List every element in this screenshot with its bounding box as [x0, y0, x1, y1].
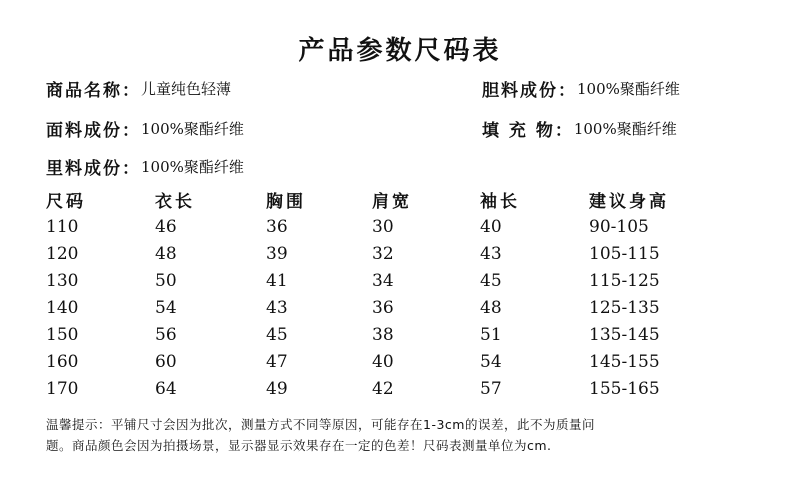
cell-shoulder: 32	[372, 243, 394, 264]
header-height: 建议身高	[589, 192, 669, 212]
lining-composition-label: 胆料成份：	[482, 81, 577, 101]
cell-length: 46	[155, 216, 177, 237]
product-name-row	[46, 76, 231, 101]
table-row	[46, 267, 729, 294]
header-size: 尺码	[46, 192, 86, 212]
cell-sleeve: 57	[480, 378, 502, 399]
outer-fabric-row	[46, 116, 244, 141]
product-name-value: 儿童纯色轻薄	[141, 80, 232, 98]
cell-shoulder: 36	[372, 297, 394, 318]
cell-height: 105-115	[589, 243, 660, 264]
cell-shoulder: 30	[372, 216, 394, 237]
cell-length: 48	[155, 243, 177, 264]
cell-chest: 36	[266, 216, 288, 237]
cell-chest: 49	[266, 378, 288, 399]
lining-composition-row	[482, 76, 680, 101]
table-row	[46, 321, 729, 348]
lining-composition-value: 100%聚酯纤维	[577, 80, 680, 98]
header-length: 衣长	[155, 192, 195, 212]
cell-size: 120	[46, 243, 79, 264]
inner-fabric-value: 100%聚酯纤维	[141, 158, 244, 176]
cell-chest: 41	[266, 270, 288, 291]
cell-chest: 47	[266, 351, 288, 372]
cell-shoulder: 38	[372, 324, 394, 345]
header-sleeve: 袖长	[480, 192, 520, 212]
cell-length: 64	[155, 378, 177, 399]
cell-sleeve: 43	[480, 243, 502, 264]
table-row	[46, 213, 729, 240]
inner-fabric-row	[46, 154, 244, 179]
table-row	[46, 348, 729, 375]
size-table	[46, 186, 729, 402]
table-row	[46, 294, 729, 321]
cell-height: 135-145	[589, 324, 660, 345]
filling-value: 100%聚酯纤维	[573, 120, 677, 138]
cell-length: 56	[155, 324, 177, 345]
cell-length: 50	[155, 270, 177, 291]
cell-size: 150	[46, 324, 79, 345]
table-row	[46, 375, 729, 402]
cell-size: 170	[46, 378, 79, 399]
size-note	[46, 414, 756, 456]
page-title: 产品参数尺码表	[298, 36, 502, 66]
filling-row	[482, 116, 677, 141]
cell-shoulder: 34	[372, 270, 394, 291]
cell-height: 115-125	[589, 270, 660, 291]
table-header-row	[46, 186, 729, 213]
cell-sleeve: 40	[480, 216, 502, 237]
outer-fabric-label: 面料成份：	[46, 121, 141, 141]
outer-fabric-value: 100%聚酯纤维	[141, 120, 244, 138]
note-line-1: 温馨提示：平铺尺寸会因为批次，测量方式不同等原因，可能存在1-3cm的误差，此不为质量问	[46, 417, 595, 432]
cell-size: 140	[46, 297, 79, 318]
cell-length: 54	[155, 297, 177, 318]
inner-fabric-label: 里料成份：	[46, 159, 141, 179]
filling-label: 填 充 物：	[482, 121, 574, 141]
cell-sleeve: 54	[480, 351, 502, 372]
cell-sleeve: 48	[480, 297, 502, 318]
cell-length: 60	[155, 351, 177, 372]
cell-height: 155-165	[589, 378, 660, 399]
cell-size: 110	[46, 216, 79, 237]
product-name-label: 商品名称：	[46, 81, 141, 101]
cell-chest: 39	[266, 243, 288, 264]
cell-chest: 43	[266, 297, 288, 318]
cell-sleeve: 45	[480, 270, 502, 291]
header-chest: 胸围	[266, 192, 306, 212]
table-row	[46, 240, 729, 267]
cell-height: 125-135	[589, 297, 660, 318]
header-shoulder: 肩宽	[372, 192, 412, 212]
cell-chest: 45	[266, 324, 288, 345]
cell-height: 145-155	[589, 351, 660, 372]
cell-shoulder: 40	[372, 351, 394, 372]
cell-size: 160	[46, 351, 79, 372]
cell-size: 130	[46, 270, 79, 291]
cell-sleeve: 51	[480, 324, 502, 345]
cell-height: 90-105	[589, 216, 649, 237]
note-line-2: 题。商品颜色会因为拍摄场景，显示器显示效果存在一定的色差！尺码表测量单位为cm.	[46, 438, 552, 453]
cell-shoulder: 42	[372, 378, 394, 399]
